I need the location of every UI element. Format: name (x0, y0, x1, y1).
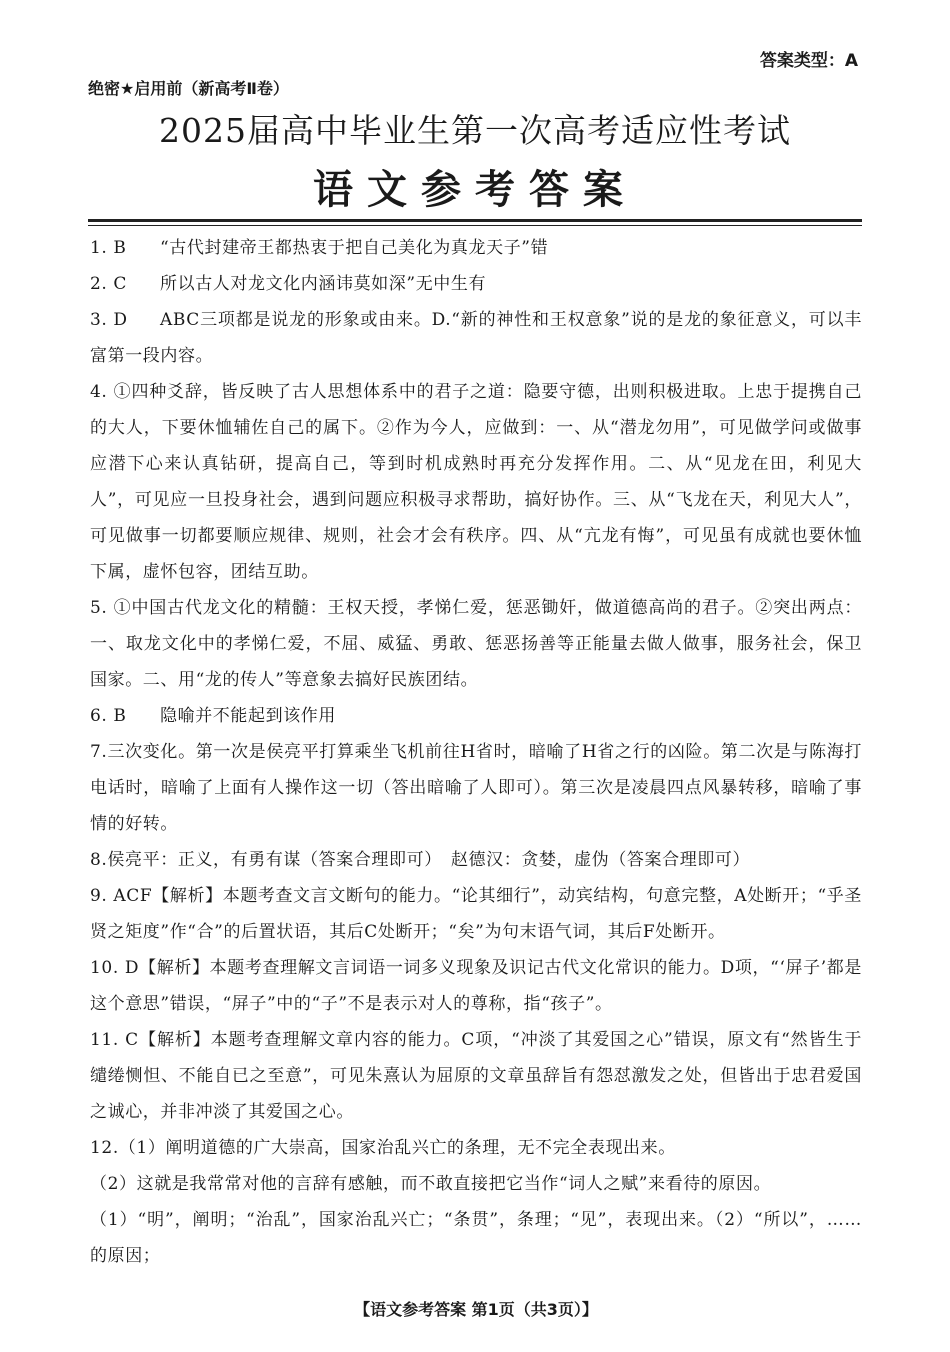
answer-text: “古代封建帝王都热衷于把自己美化为真龙天子”错 (160, 238, 549, 258)
answer-item (90, 842, 862, 878)
answer-text: 所以古人对龙文化内涵讳莫如深”无中生有 (160, 274, 487, 294)
answer-text: 4. ①四种爻辞，皆反映了古人思想体系中的君子之道：隐要守德，出则积极进取。上忠于提携自己的大人，下要休恤辅佐自己的属下。②作为今人，应做到：一、从“潜龙勿用”，可见做学问或做事应潜下心来认真钻研，提高自己，等到时机成熟时再充分发挥作用。二、从“见龙在田，利见大人”，可见应一旦投身社会，遇到问题应积极寻求帮助，搞好协作。三、从“飞龙在天，利见大人”，可见做事一切都要顺应规律、规则，社会才会有秩序。四、从“亢龙有悔”，可见虽有成就也要休恤下属，虚怀包容，团结互助。 (90, 382, 862, 582)
answer-item (90, 1166, 862, 1202)
answer-type-label: 答案类型：A (759, 51, 858, 71)
answer-item (90, 1022, 862, 1130)
answer-list (90, 230, 862, 1274)
answer-text: 12.（1）阐明道德的广大崇高，国家治乱兴亡的条理，无不完全表现出来。 (90, 1138, 676, 1158)
answer-text: 10. D【解析】本题考查理解文言词语一词多义现象及识记古代文化常识的能力。D项，“‘屏子’都是这个意思”错误，“屏子”中的“子”不是表示对人的尊称，指“孩子”。 (90, 958, 862, 1014)
answer-item (90, 266, 862, 302)
answer-item (90, 230, 862, 266)
answer-item (90, 878, 862, 950)
header-rule-thin (88, 225, 862, 226)
answer-text: 5. ①中国古代龙文化的精髓：王权天授，孝悌仁爱，惩恶锄奸，做道德高尚的君子。②突出两点：一、取龙文化中的孝悌仁爱，不屈、威猛、勇敢、惩恶扬善等正能量去做人做事，服务社会，保卫国家。二、用“龙的传人”等意象去搞好民族团结。 (90, 598, 862, 690)
page-footer: 【语文参考答案 第1页（共3页）】 (354, 1300, 598, 1319)
secret-label: 绝密★启用前（新高考Ⅱ卷） (88, 79, 289, 98)
answer-item (90, 950, 862, 1022)
exam-title: 2025届高中毕业生第一次高考适应性考试 (159, 111, 791, 150)
answer-item (90, 302, 862, 374)
answer-text: 8.侯亮平：正义，有勇有谋（答案合理即可） 赵德汉：贪婪，虚伪（答案合理即可） (90, 850, 751, 870)
answer-number: 6. B (90, 706, 127, 726)
answer-item (90, 374, 862, 590)
answer-text: 7.三次变化。第一次是侯亮平打算乘坐飞机前往H省时，暗喻了H省之行的凶险。第二次是与陈海打电话时，暗喻了上面有人操作这一切（答出暗喻了人即可）。第三次是凌晨四点风暴转移，暗喻了事情的好转。 (90, 742, 862, 834)
answer-item (90, 698, 862, 734)
answer-number: 3. D (90, 310, 128, 330)
answer-item (90, 1130, 862, 1166)
answer-text: 隐喻并不能起到该作用 (160, 706, 336, 726)
document-subtitle: 语文参考答案 (313, 167, 637, 213)
answer-item (90, 1202, 862, 1274)
answer-text: （2）这就是我常常对他的言辞有感触，而不敢直接把它当作“词人之赋”来看待的原因。 (90, 1174, 772, 1194)
answer-text: （1）“明”，阐明；“治乱”，国家治乱兴亡；“条贯”，条理；“见”，表现出来。（2）“所以”，……的原因； (90, 1210, 862, 1266)
answer-item (90, 734, 862, 842)
header-rule (88, 219, 862, 222)
answer-text: 9. ACF【解析】本题考查文言文断句的能力。“论其细行”，动宾结构，句意完整，A处断开；“乎圣贤之矩度”作“合”的后置状语，其后C处断开；“矣”为句末语气词，其后F处断开。 (90, 886, 862, 942)
answer-number: 2. C (90, 274, 128, 294)
answer-text: ABC三项都是说龙的形象或由来。D.“新的神性和王权意象”说的是龙的象征意义，可以丰富第一段内容。 (90, 310, 862, 366)
answer-number: 1. B (90, 238, 127, 258)
answer-item (90, 590, 862, 698)
answer-text: 11. C【解析】本题考查理解文章内容的能力。C项，“冲淡了其爱国之心”错误，原文有“然皆生于缱绻恻怛、不能自已之至意”，可见朱熹认为屈原的文章虽辞旨有怨怼激发之处，但皆出于忠君爱国之诚心，并非冲淡了其爱国之心。 (90, 1030, 862, 1122)
